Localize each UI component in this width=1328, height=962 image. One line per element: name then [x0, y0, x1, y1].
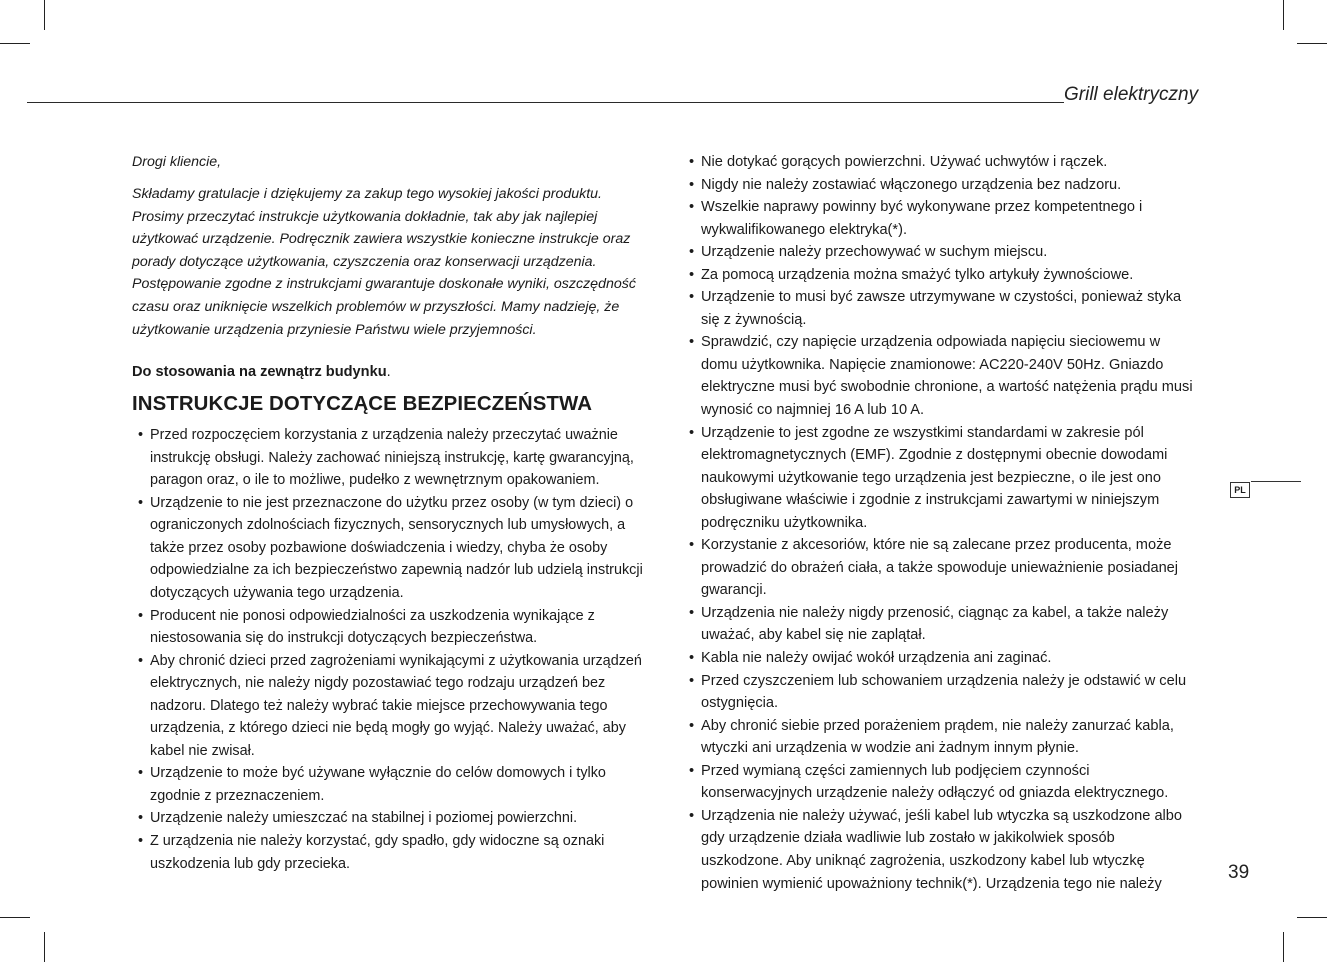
list-item	[683, 670, 1198, 715]
bullet-icon: •	[138, 810, 144, 827]
outdoor-use-period: .	[386, 364, 391, 381]
crop-mark	[1297, 43, 1327, 44]
list-item	[683, 174, 1198, 197]
bullet-icon: •	[689, 717, 695, 734]
list-item	[132, 424, 654, 492]
greeting: Drogi kliencie,	[132, 154, 222, 170]
list-item-text: Przed czyszczeniem lub schowaniem urządzenia należy je odstawić w celu ostygnięcia.	[701, 672, 1187, 712]
crop-mark	[0, 43, 30, 44]
right-column	[683, 151, 1198, 895]
list-item-text: Kabla nie należy owijać wokół urządzenia ani zaginać.	[701, 650, 1052, 667]
list-item	[683, 264, 1198, 287]
bullet-icon: •	[689, 266, 695, 283]
list-item-text: Producent nie ponosi odpowiedzialności za uszkodzenia wynikające z niestosowania się do instrukcji dotyczących bezpieczeństwa.	[150, 607, 595, 647]
list-item	[132, 807, 654, 830]
crop-mark	[1297, 917, 1327, 918]
list-item-text: Wszelkie naprawy powinny być wykonywane przez kompetentnego i wykwalifikowanego elektryka(*).	[701, 199, 1143, 238]
list-item	[683, 331, 1198, 421]
left-column	[132, 151, 654, 875]
list-item-text: Aby chronić dzieci przed zagrożeniami wynikającymi z użytkowania urządzeń elektrycznych, nie należy nigdy pozostawiać tego rodzaju urządzeń bez nadzoru. Dlatego też należy wybrać takie miejsce przechowywania tego urządzenia, z którego dzieci nie będą mogły go wyjąć. Należy uważać, aby kabel nie zwisał.	[150, 652, 642, 759]
list-item	[132, 492, 654, 605]
list-item	[132, 830, 654, 875]
list-item	[683, 196, 1198, 241]
header-rule	[27, 102, 1064, 103]
bullet-icon: •	[138, 494, 144, 511]
language-badge-rule	[1251, 481, 1301, 482]
language-badge: PL	[1230, 482, 1250, 498]
page-number: 39	[1228, 862, 1250, 883]
bullet-icon: •	[689, 154, 695, 170]
list-item-text: Urządzenie należy przechowywać w suchym miejscu.	[701, 244, 1048, 261]
intro-paragraph: Składamy gratulacje i dziękujemy za zakup tego wysokiej jakości produktu. Prosimy przeczytać instrukcje użytkowania dokładnie, tak aby jak najlepiej użytkować urządzenie. Podręcznik zawiera wszystkie konieczne instrukcje oraz porady dotyczące użytkowania, czyszczenia oraz konserwacji urządzenia. Postępowanie zgodne z instrukcjami gwarantuje doskonałe wyniki, oszczędność czasu oraz uniknięcie wszelkich problemów w przyszłości. Mamy nadzieję, że użytkowanie urządzenia przyniesie Państwu wiele przyjemności.	[132, 186, 636, 338]
list-item-text: Urządzenia nie należy nigdy przenosić, ciągnąc za kabel, a także należy uważać, aby kabel się nie zaplątał.	[701, 604, 1169, 644]
list-item	[683, 422, 1198, 535]
crop-mark	[0, 917, 30, 918]
crop-mark	[1283, 932, 1284, 962]
list-item	[683, 151, 1198, 174]
bullet-icon: •	[138, 765, 144, 782]
bullet-icon: •	[689, 650, 695, 667]
safety-list-left	[132, 424, 654, 875]
list-item-text: Nigdy nie należy zostawiać włączonego urządzenia bez nadzoru.	[701, 176, 1122, 193]
list-item-text: Przed rozpoczęciem korzystania z urządzenia należy przeczytać uważnie instrukcję obsługi. Należy zachować niniejszą instrukcję, kartę gwarancyjną, paragon oraz, o ile to możliwe, pudełko z wewnętrznym opakowaniem.	[150, 427, 634, 489]
safety-list-right	[683, 151, 1198, 895]
list-item-text: Urządzenie to jest zgodne ze wszystkimi standardami w zakresie pól elektromagnetycznych (EMF). Zgodnie z dostępnymi obecnie dowodami naukowymi użytkowanie tego urządzenia jest bezpieczne, o ile jest ono obsługiwane właściwie i zgodnie z instrukcjami zawartymi w niniejszym podręczniku użytkownika.	[701, 424, 1168, 531]
bullet-icon: •	[689, 199, 695, 216]
list-item-text: Za pomocą urządzenia można smażyć tylko artykuły żywnościowe.	[701, 266, 1134, 283]
list-item-text: Urządzenie to musi być zawsze utrzymywane w czystości, ponieważ styka się z żywnością.	[701, 289, 1182, 328]
header-title: Grill elektryczny	[1064, 84, 1199, 105]
outdoor-use-note	[132, 361, 654, 383]
list-item-text: Urządzenia nie należy używać, jeśli kabel lub wtyczka są uszkodzone albo gdy urządzenie działa wadliwie lub zostało w jakikolwiek sposób uszkodzone. Aby uniknąć zagrożenia, uszkodzony kabel lub wtyczkę powinien wymienić upoważniony technik(*). Urządzenia tego nie należy	[701, 807, 1183, 892]
list-item	[132, 762, 654, 807]
outdoor-use-label: Do stosowania na zewnątrz budynku	[132, 364, 387, 381]
list-item	[683, 286, 1198, 331]
list-item-text: Korzystanie z akcesoriów, które nie są zalecane przez producenta, może prowadzić do obrażeń ciała, a także spowoduje unieważnienie posiadanej gwarancji.	[701, 537, 1179, 599]
bullet-icon: •	[689, 334, 695, 351]
list-item-text: Sprawdzić, czy napięcie urządzenia odpowiada napięciu sieciowemu w domu użytkownika. Napięcie znamionowe: AC220-240V 50Hz. Gniazdo elektryczne musi być swobodnie chronione, a wartość natężenia prądu musi wynosić co najmniej 16 A lub 10 A.	[701, 334, 1193, 419]
bullet-icon: •	[138, 427, 144, 444]
list-item-text: Urządzenie to nie jest przeznaczone do użytku przez osoby (w tym dzieci) o ograniczonych zdolnościach fizycznych, sensorycznych lub umysłowych, a także przez osoby pozbawione doświadczenia i wiedzy, chyba że osoby odpowiedzialne za ich bezpieczeństwo zapewnią nadzór lub udzielą instrukcji dotyczących używania tego urządzenia.	[150, 494, 643, 601]
bullet-icon: •	[689, 537, 695, 554]
list-item	[683, 241, 1198, 264]
crop-mark	[44, 0, 45, 30]
bullet-icon: •	[138, 607, 144, 624]
bullet-icon: •	[689, 424, 695, 441]
bullet-icon: •	[689, 244, 695, 261]
list-item-text: Urządzenie należy umieszczać na stabilnej i poziomej powierzchni.	[150, 810, 578, 827]
crop-mark	[1283, 0, 1284, 30]
list-item	[683, 805, 1198, 895]
list-item-text: Aby chronić siebie przed porażeniem prądem, nie należy zanurzać kabla, wtyczki ani urządzenia w wodzie ani żadnym innym płynie.	[701, 717, 1174, 757]
bullet-icon: •	[689, 762, 695, 779]
bullet-icon: •	[689, 289, 695, 306]
bullet-icon: •	[138, 652, 144, 669]
list-item-text: Urządzenie to może być używane wyłącznie do celów domowych i tylko zgodnie z przeznaczeniem.	[150, 765, 606, 804]
crop-mark	[44, 932, 45, 962]
bullet-icon: •	[689, 604, 695, 621]
bullet-icon: •	[689, 672, 695, 689]
bullet-icon: •	[138, 833, 144, 849]
list-item	[683, 602, 1198, 647]
list-item-text: Z urządzenia nie należy korzystać, gdy spadło, gdy widoczne są oznaki uszkodzenia lub gdy przecieka.	[150, 833, 605, 872]
list-item	[132, 650, 654, 763]
section-title: INSTRUKCJE DOTYCZĄCE BEZPIECZEŃSTWA	[132, 393, 593, 416]
bullet-icon: •	[689, 807, 695, 824]
list-item	[132, 605, 654, 650]
list-item	[683, 534, 1198, 602]
list-item-text: Przed wymianą części zamiennych lub podjęciem czynności konserwacyjnych urządzenie należy odłączyć od gniazda elektrycznego.	[701, 762, 1169, 802]
list-item	[683, 715, 1198, 760]
list-item	[683, 647, 1198, 670]
list-item	[683, 760, 1198, 805]
list-item-text: Nie dotykać gorących powierzchni. Używać uchwytów i rączek.	[701, 154, 1108, 170]
bullet-icon: •	[689, 176, 695, 193]
